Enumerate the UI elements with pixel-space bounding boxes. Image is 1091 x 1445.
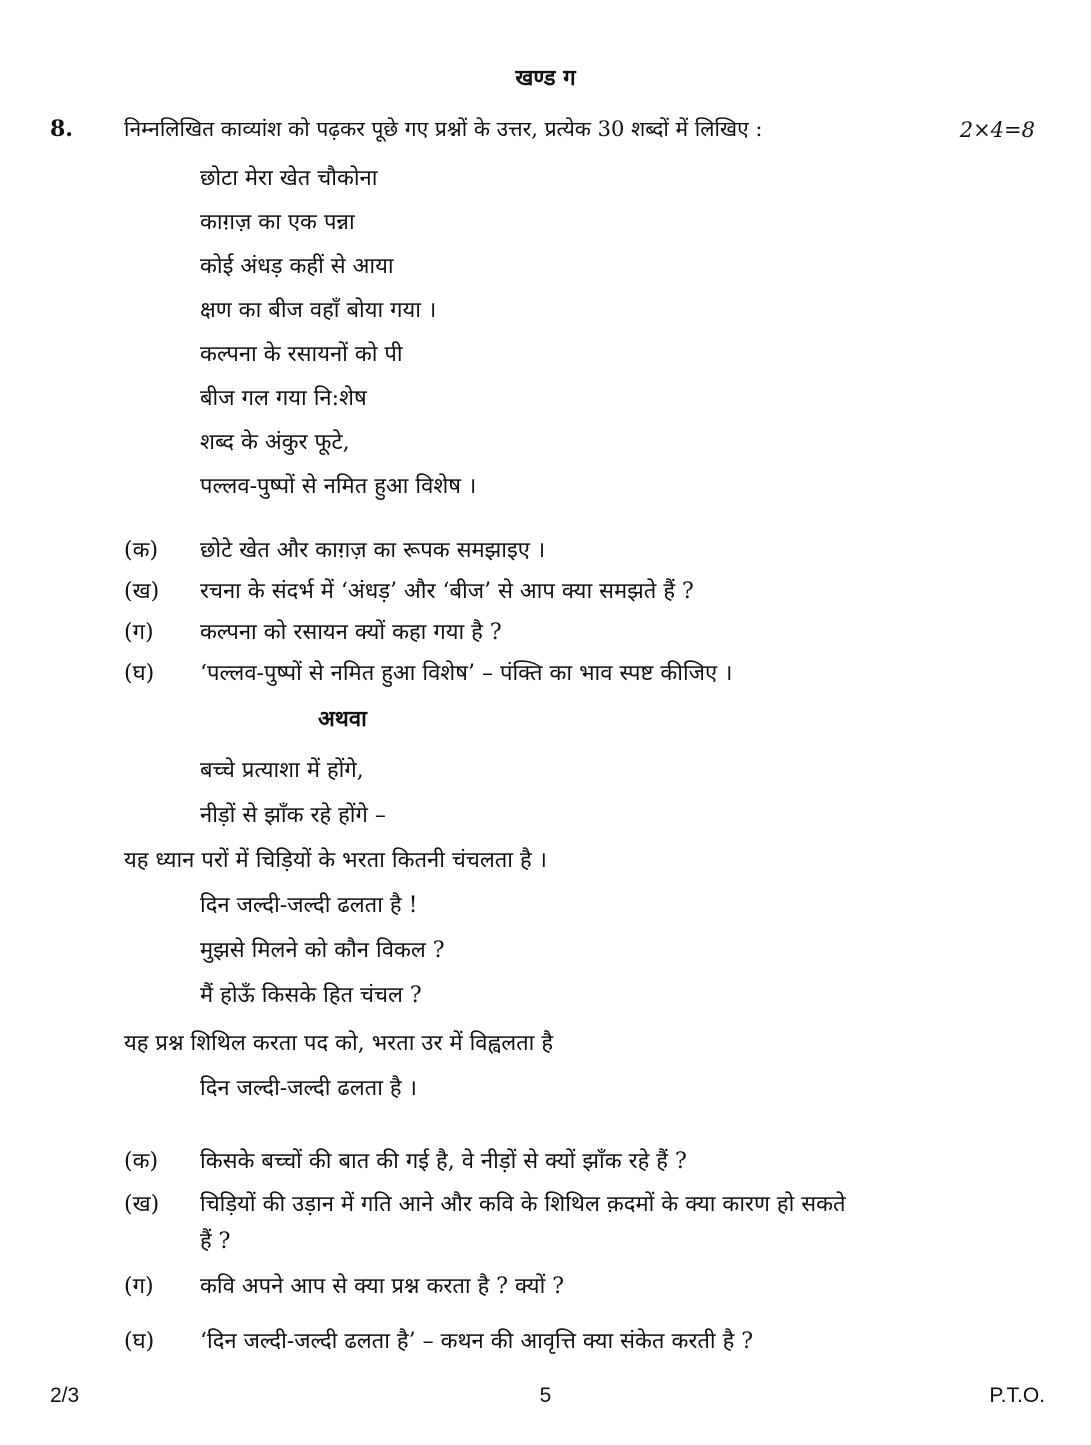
subquestion-label: (घ) — [124, 1329, 155, 1354]
poem2-line: दिन जल्दी-जल्दी ढलता है । — [200, 1076, 417, 1101]
subquestion-text: कवि अपने आप से क्या प्रश्न करता है ? क्यों ? — [200, 1274, 565, 1299]
poem2-line: नीड़ों से झाँक रहे होंगे – — [200, 803, 386, 828]
question-number: 8. — [50, 116, 73, 142]
poem2-line: दिन जल्दी-जल्दी ढलता है ! — [200, 893, 418, 918]
poem1-line: कल्पना के रसायनों को पी — [200, 342, 403, 367]
subquestion-label: (ख) — [124, 1192, 160, 1217]
poem2-line: यह प्रश्न शिथिल करता पद को, भरता उर में विह्वलता है — [124, 1031, 554, 1056]
subquestion-label: (क) — [124, 538, 159, 563]
subquestion-label: (ग) — [124, 1274, 154, 1299]
subquestion-label: (क) — [124, 1149, 159, 1174]
poem1-line: पल्लव-पुष्पों से नमित हुआ विशेष । — [200, 474, 477, 499]
page-number: 5 — [539, 1384, 552, 1407]
subquestion-text: ‘पल्लव-पुष्पों से नमित हुआ विशेष’ – पंक्ति का भाव स्पष्ट कीजिए । — [200, 661, 733, 686]
poem1-line: क्षण का बीज वहाँ बोया गया । — [200, 298, 437, 323]
subquestion-text-continued: हैं ? — [200, 1229, 231, 1254]
poem2-line: मुझसे मिलने को कौन विकल ? — [200, 938, 445, 963]
subquestion-label: (ग) — [124, 620, 154, 645]
paper-code: 2/3 — [50, 1384, 80, 1407]
poem1-line: शब्द के अंकुर फूटे, — [200, 430, 350, 455]
section-title: खण्ड ग — [515, 65, 576, 91]
subquestion-text: किसके बच्चों की बात की गई है, वे नीड़ों से क्यों झाँक रहे हैं ? — [200, 1149, 687, 1174]
subquestion-text: ‘दिन जल्दी-जल्दी ढलता है’ – कथन की आवृत्ति क्या संकेत करती है ? — [200, 1329, 754, 1354]
subquestion-text: रचना के संदर्भ में ‘अंधड़’ और ‘बीज’ से आप क्या समझते हैं ? — [200, 579, 694, 604]
or-label: अथवा — [318, 706, 367, 732]
poem1-line: काग़ज़ का एक पन्ना — [200, 210, 355, 235]
pto-label: P.T.O. — [989, 1384, 1045, 1407]
question-marks: 2×4=8 — [959, 118, 1035, 142]
poem1-line: छोटा मेरा खेत चौकोना — [200, 166, 378, 191]
poem2-line: बच्चे प्रत्याशा में होंगे, — [200, 758, 364, 783]
subquestion-label: (घ) — [124, 661, 155, 686]
poem1-line: बीज गल गया नि:शेष — [200, 386, 367, 411]
subquestion-text: कल्पना को रसायन क्यों कहा गया है ? — [200, 620, 502, 645]
subquestion-text: छोटे खेत और काग़ज़ का रूपक समझाइए । — [200, 538, 546, 563]
subquestion-text: चिड़ियों की उड़ान में गति आने और कवि के शिथिल क़दमों के क्या कारण हो सकते — [200, 1192, 846, 1217]
poem2-line: मैं होऊँ किसके हित चंचल ? — [200, 983, 422, 1008]
poem2-line: यह ध्यान परों में चिड़ियों के भरता कितनी चंचलता है । — [124, 848, 548, 873]
question-instruction: निम्नलिखित काव्यांश को पढ़कर पूछे गए प्रश्नों के उत्तर, प्रत्येक 30 शब्दों में लिखिए : — [124, 117, 763, 141]
subquestion-label: (ख) — [124, 579, 160, 604]
poem1-line: कोई अंधड़ कहीं से आया — [200, 254, 394, 279]
